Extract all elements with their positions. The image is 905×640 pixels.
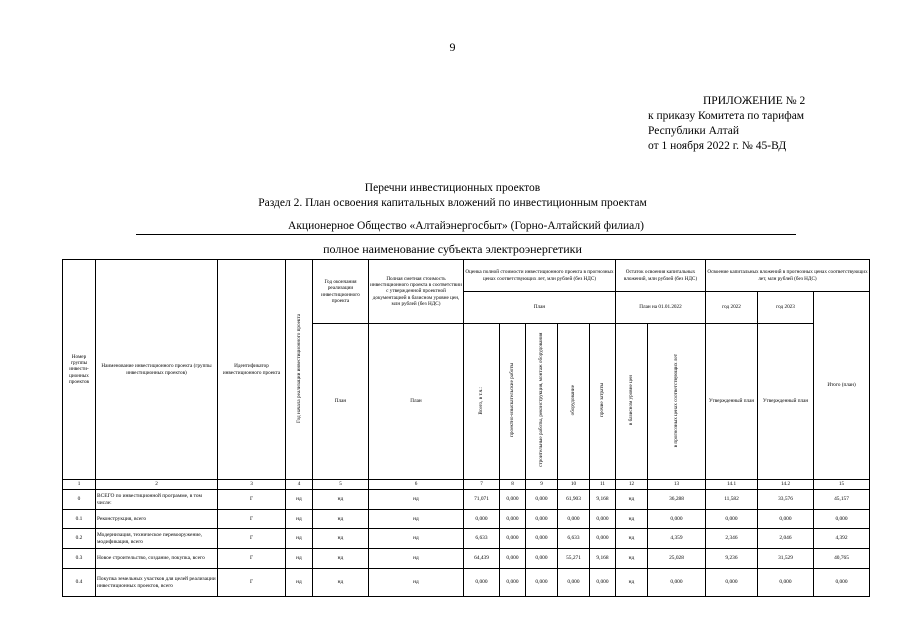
appendix-block — [648, 94, 805, 154]
table-cell: нд — [286, 510, 313, 529]
table-cell: нд — [286, 529, 313, 549]
table-cell: нд — [369, 549, 464, 569]
table-cell: 0,000 — [464, 510, 500, 529]
header-plan-on-date: План на 01.01.2022 — [616, 292, 706, 324]
table-cell: 36,288 — [648, 490, 706, 510]
table-cell: нд — [313, 549, 369, 569]
table-cell: Г — [218, 510, 286, 529]
header-construction-text: строительные работы, реконструкция, монтаж оборудования — [538, 333, 545, 468]
column-number: 5 — [313, 480, 369, 490]
table-cell: нд — [369, 490, 464, 510]
table-cell: 33,576 — [758, 490, 814, 510]
header-approved-plan-2023: Утвержденный план — [758, 324, 814, 480]
section-title: Раздел 2. План освоения капитальных вложений по инвестиционным проектам — [258, 197, 647, 209]
table-cell: 0,000 — [500, 549, 526, 569]
header-total-incl-text: Всего, в т.ч.: — [478, 386, 485, 415]
column-number: 8 — [500, 480, 526, 490]
table-cell: нд — [313, 529, 369, 549]
appendix-line-3: от 1 ноября 2022 г. № 45-ВД — [648, 140, 787, 152]
header-project-name: Наименование инвестиционного проекта (группы инвестиционных проектов) — [96, 260, 218, 480]
header-design-text: проектно-изыскательские работы — [509, 363, 516, 438]
header-base-prices — [616, 324, 648, 480]
project-name-cell: Покупка земельных участков для целей реализации инвестиционных проектов, всего — [96, 569, 218, 597]
column-number: 3 — [218, 480, 286, 490]
header-other — [590, 324, 616, 480]
table-cell: 0,000 — [526, 529, 558, 549]
header-plan-5: План — [313, 324, 369, 480]
table-cell: 0.3 — [63, 549, 96, 569]
table-cell: 71,071 — [464, 490, 500, 510]
table-row — [63, 569, 870, 597]
table-cell: Г — [218, 549, 286, 569]
header-equipment-text: оборудование — [570, 385, 577, 416]
table-cell: 0,000 — [590, 529, 616, 549]
table-cell: 0,000 — [758, 569, 814, 597]
column-number: 9 — [526, 480, 558, 490]
table-cell: 9,236 — [706, 549, 758, 569]
table-cell: 0.4 — [63, 569, 96, 597]
table-cell: 6,633 — [558, 529, 590, 549]
table-cell: 25,028 — [648, 549, 706, 569]
header-approved-plan-2022: Утвержденный план — [706, 324, 758, 480]
project-name-cell: Новое строительство, создание, покупка, всего — [96, 549, 218, 569]
project-name-cell: Реконструкция, всего — [96, 510, 218, 529]
column-number: 11 — [590, 480, 616, 490]
table-cell: 0,000 — [500, 529, 526, 549]
header-forecast-prices-text: в прогнозных ценах соответствующих лет — [673, 353, 680, 448]
column-number: 1 — [63, 480, 96, 490]
table-row — [63, 490, 870, 510]
table-cell: 0,000 — [590, 569, 616, 597]
table-cell: 0,000 — [706, 510, 758, 529]
table-cell: нд — [286, 549, 313, 569]
table-cell: 0,000 — [526, 569, 558, 597]
table-cell: 11,582 — [706, 490, 758, 510]
table-row — [63, 529, 870, 549]
project-name-cell: Модернизация, техническое перевооружение, модификация, всего — [96, 529, 218, 549]
subject-caption: полное наименование субъекта электроэнергетики — [323, 242, 582, 256]
header-year-2022: год 2022 — [706, 292, 758, 324]
table-cell: 0,000 — [648, 569, 706, 597]
table-cell: 0,000 — [500, 569, 526, 597]
table-cell: Г — [218, 569, 286, 597]
header-total-incl — [464, 324, 500, 480]
table-cell: нд — [313, 510, 369, 529]
table-cell: 31,529 — [758, 549, 814, 569]
appendix-line-1: к приказу Комитета по тарифам — [648, 110, 805, 122]
header-estimate-cost: Полная сметная стоимость инвестиционного проекта в соответствии с утвержденной проектной документацией в базисном уровне цен, млн рублей (без НДС) — [369, 260, 464, 324]
table-cell: 0,000 — [814, 569, 870, 597]
column-number: 2 — [96, 480, 218, 490]
column-number: 7 — [464, 480, 500, 490]
table-cell: 0.1 — [63, 510, 96, 529]
appendix-heading: ПРИЛОЖЕНИЕ № 2 — [703, 95, 806, 107]
header-group-no: Номер группы инвести-ционных проектов — [63, 260, 96, 480]
table-cell: нд — [313, 569, 369, 597]
header-completion-year: Год окончания реализации инвестиционного проекта — [313, 260, 369, 324]
column-number: 6 — [369, 480, 464, 490]
table-cell: 0.2 — [63, 529, 96, 549]
header-year-2023: год 2023 — [758, 292, 814, 324]
table-cell: нд — [616, 510, 648, 529]
table-cell: 4,359 — [648, 529, 706, 549]
table-cell: 4,392 — [814, 529, 870, 549]
column-number: 10 — [558, 480, 590, 490]
table-cell: 0,000 — [758, 510, 814, 529]
table-cell: 0,000 — [706, 569, 758, 597]
header-equipment — [558, 324, 590, 480]
header-plan-full-cost: План — [464, 292, 616, 324]
project-name-cell: ВСЕГО по инвестиционной программе, в том числе: — [96, 490, 218, 510]
header-year-start-text: Год начала реализации инвестиционного проекта — [295, 313, 302, 423]
document-title: Перечни инвестиционных проектов — [364, 182, 541, 194]
table-cell: Г — [218, 490, 286, 510]
header-disbursement: Освоение капитальных вложений в прогнозных ценах соответствующих лет, млн рублей (без НДС) — [706, 260, 870, 292]
header-construction — [526, 324, 558, 480]
table-cell: нд — [616, 529, 648, 549]
table-cell: 0 — [63, 490, 96, 510]
table-cell: 0,000 — [648, 510, 706, 529]
header-plan-6: План — [369, 324, 464, 480]
page-number: 9 — [449, 40, 456, 54]
column-number: 12 — [616, 480, 648, 490]
table-cell: нд — [286, 490, 313, 510]
column-number: 13 — [648, 480, 706, 490]
table-cell: нд — [616, 569, 648, 597]
table-cell: 0,000 — [526, 510, 558, 529]
table-cell: нд — [286, 569, 313, 597]
table-cell: нд — [369, 529, 464, 549]
header-other-text: прочие затраты — [599, 383, 606, 418]
table-row — [63, 510, 870, 529]
column-number: 14.1 — [706, 480, 758, 490]
table-cell: 55,271 — [558, 549, 590, 569]
table-cell: 40,765 — [814, 549, 870, 569]
table-cell: нд — [369, 569, 464, 597]
table-cell: 0,000 — [500, 510, 526, 529]
appendix-line-2: Республики Алтай — [648, 125, 740, 137]
table-cell: 0,000 — [590, 510, 616, 529]
table-cell: нд — [616, 490, 648, 510]
table-cell: 0,000 — [814, 510, 870, 529]
table-cell: 0,000 — [464, 569, 500, 597]
table-cell: нд — [369, 510, 464, 529]
header-identifier: Идентификатор инвестиционного проекта — [218, 260, 286, 480]
header-design — [500, 324, 526, 480]
header-forecast-prices — [648, 324, 706, 480]
table-cell: 0,000 — [526, 549, 558, 569]
table-cell: Г — [218, 529, 286, 549]
table-cell: 0,000 — [558, 510, 590, 529]
table-cell: 0,000 — [500, 490, 526, 510]
table-cell: 9,168 — [590, 549, 616, 569]
table-cell: 6,633 — [464, 529, 500, 549]
subject-name: Акционерное Общество «Алтайэнергосбыт» (Горно-Алтайский филиал) — [136, 219, 796, 235]
header-base-prices-text: в базисном уровне цен — [628, 375, 635, 426]
table-cell: 45,157 — [814, 490, 870, 510]
table-cell: 61,903 — [558, 490, 590, 510]
table-cell: нд — [616, 549, 648, 569]
table-row — [63, 549, 870, 569]
header-full-cost: Оценка полной стоимости инвестиционного проекта в прогнозных ценах соответствующих лет, млн рублей (без НДС) — [464, 260, 616, 292]
header-total-plan: Итого (план) — [814, 292, 870, 480]
table-cell: 2,346 — [706, 529, 758, 549]
column-number: 14.2 — [758, 480, 814, 490]
table-cell: 64,439 — [464, 549, 500, 569]
investment-table — [62, 259, 870, 597]
column-number: 4 — [286, 480, 313, 490]
header-remaining: Остаток освоения капитальных вложений, млн рублей (без НДС) — [616, 260, 706, 292]
table-cell: 0,000 — [558, 569, 590, 597]
table-cell: нд — [313, 490, 369, 510]
header-year-start — [286, 260, 313, 480]
table-cell: 2,046 — [758, 529, 814, 549]
table-cell: 9,168 — [590, 490, 616, 510]
table-cell: 0,000 — [526, 490, 558, 510]
column-number: 15 — [814, 480, 870, 490]
